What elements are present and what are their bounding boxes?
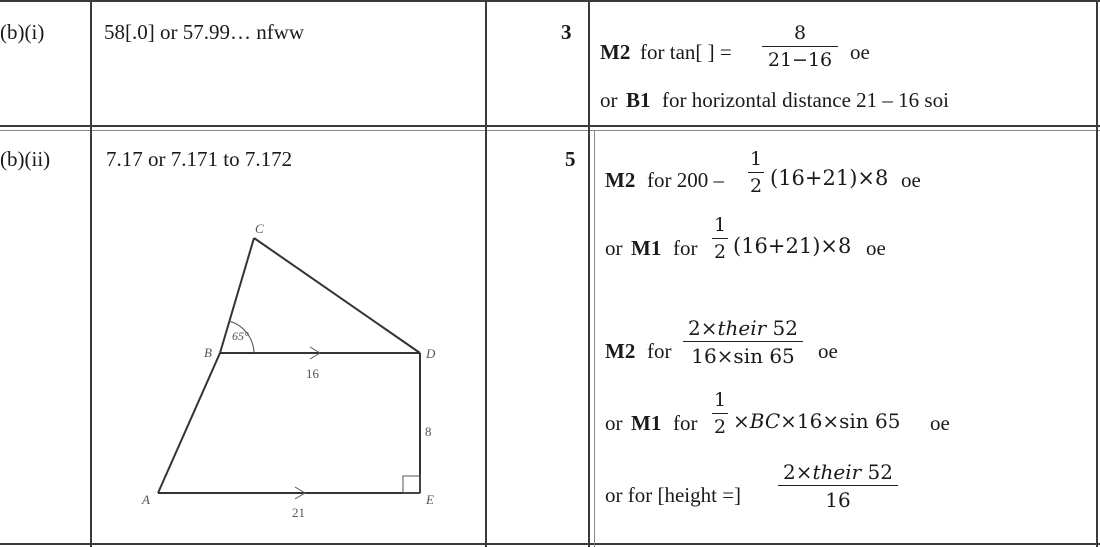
fraction-denominator: 2 — [749, 175, 763, 198]
fraction-bar — [762, 46, 838, 47]
oe-label: oe — [850, 40, 870, 64]
method-mark-label: M1 — [631, 236, 662, 260]
oe-label: oe — [866, 236, 886, 260]
vertex-label-a: A — [142, 492, 150, 507]
guidance-text: for — [647, 339, 672, 363]
right-angle-marker — [403, 476, 420, 493]
fraction-bar — [712, 413, 728, 414]
times-sign: × — [733, 409, 750, 433]
fraction-bar — [748, 172, 764, 173]
answer-text: 7.17 or 7.171 to 7.172 — [106, 147, 293, 171]
oe-label: oe — [930, 411, 950, 435]
col-divider-3 — [588, 0, 590, 547]
math-expression-rest: ×16×sin 65 — [780, 409, 901, 433]
math-expression: (16+21)×8 — [733, 234, 852, 258]
fraction-denominator: 16 — [825, 488, 851, 513]
trapezium-diagram — [130, 200, 530, 530]
fraction-numerator: 1 — [749, 148, 763, 170]
row-divider — [0, 125, 1100, 127]
guidance-prefix: or — [605, 236, 623, 260]
table-bottom-border — [0, 543, 1100, 545]
length-label-bd: 16 — [306, 366, 319, 381]
length-label-de: 8 — [425, 424, 432, 439]
part-label: (b)(i) — [0, 20, 45, 44]
row-divider-inner — [0, 130, 1100, 131]
mark-value: 3 — [561, 20, 572, 44]
vertex-label-e: E — [426, 492, 434, 507]
length-label-ae: 21 — [292, 505, 305, 520]
guidance-text: for — [673, 236, 698, 260]
fraction-numerator: 2× — [782, 460, 813, 484]
vertex-label-b: B — [204, 345, 212, 360]
fraction-numerator: 1 — [713, 389, 727, 411]
oe-label: oe — [901, 168, 921, 192]
fraction-numerator-value: 52 — [867, 460, 893, 484]
answer-text: 58[.0] or 57.99… nfww — [104, 20, 305, 44]
half-fraction — [748, 150, 764, 196]
table-top-border — [0, 0, 1100, 2]
method-mark-label: M2 — [605, 339, 636, 363]
method-mark-label: M1 — [631, 411, 662, 435]
fraction-bar — [712, 238, 728, 239]
fraction-numerator: 1 — [713, 214, 727, 236]
fraction-numerator: 2× — [687, 316, 718, 340]
guidance-prefix: or — [600, 88, 618, 112]
col-divider-1 — [90, 0, 92, 547]
math-expression: (16+21)×8 — [770, 166, 889, 190]
oe-label: oe — [818, 339, 838, 363]
vertex-label-c: C — [255, 221, 264, 236]
fraction — [762, 24, 838, 70]
angle-label: 65° — [232, 329, 249, 343]
fraction — [683, 316, 803, 369]
vertex-label-d: D — [426, 346, 436, 361]
fraction-denominator: 2 — [713, 241, 727, 264]
method-mark-label: M2 — [605, 168, 636, 192]
b-mark-label: B1 — [626, 88, 651, 112]
guidance-text: for horizontal distance 21 – 16 soi — [662, 88, 949, 112]
fraction-denominator: 21−16 — [767, 49, 833, 72]
fraction-numerator-value: 52 — [772, 316, 798, 340]
their-word: their — [717, 316, 767, 340]
guidance-text: or for [height =] — [605, 483, 742, 507]
col-divider-3b — [594, 130, 595, 547]
method-mark-label: M2 — [600, 40, 631, 64]
part-label: (b)(ii) — [0, 147, 51, 171]
guidance-text: for tan[ ] = — [640, 40, 732, 64]
guidance-text: for 200 – — [647, 168, 724, 192]
half-fraction — [712, 391, 728, 437]
math-expression — [733, 411, 900, 431]
fraction-bar — [683, 341, 803, 342]
guidance-text: for — [673, 411, 698, 435]
fraction-denominator: 2 — [713, 416, 727, 439]
bc-variable: BC — [749, 409, 781, 433]
side-ab — [158, 353, 220, 493]
their-word: their — [812, 460, 862, 484]
fraction-denominator: 16×sin 65 — [691, 344, 795, 369]
fraction — [778, 460, 898, 513]
table-right-border — [1096, 0, 1098, 547]
mark-value: 5 — [565, 147, 576, 171]
fraction-bar — [778, 485, 898, 486]
guidance-prefix: or — [605, 411, 623, 435]
fraction-numerator: 8 — [793, 22, 807, 44]
half-fraction — [712, 216, 728, 262]
side-cd — [254, 238, 420, 353]
